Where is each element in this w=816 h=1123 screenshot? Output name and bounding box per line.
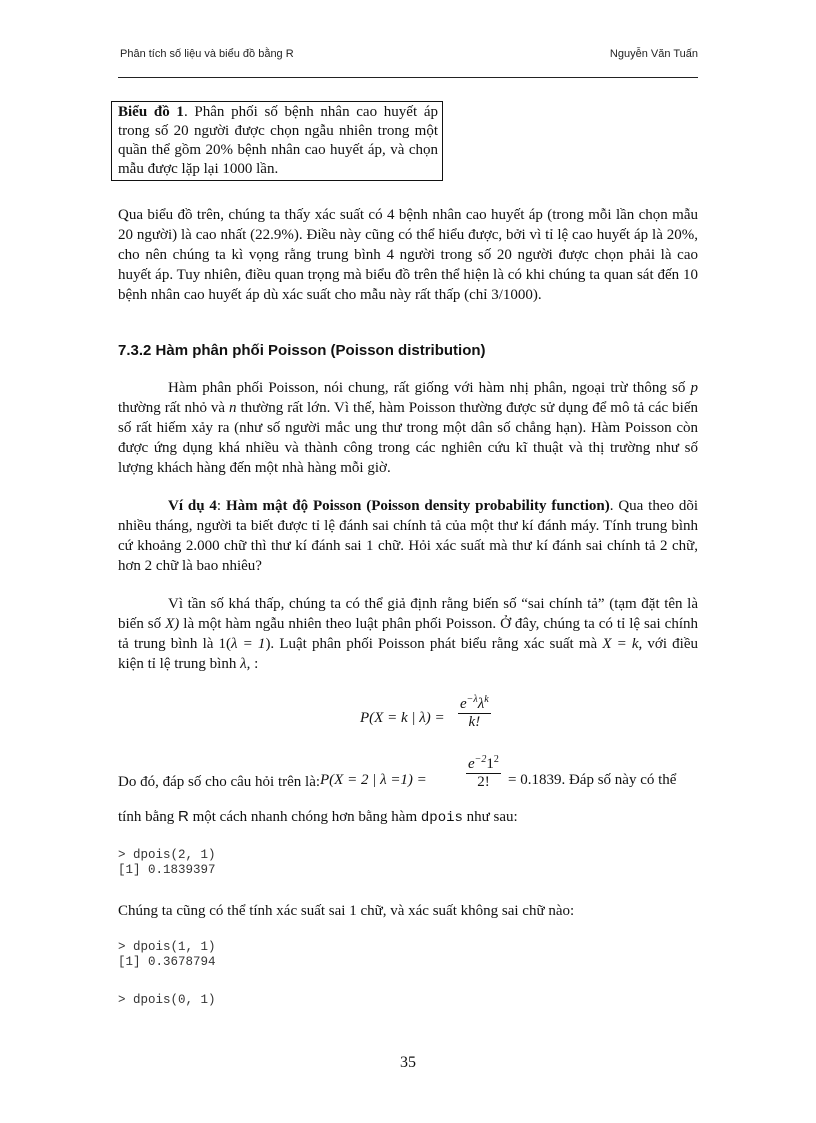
paragraph-5-line2 bbox=[118, 808, 518, 826]
code-block-1: > dpois(2, 1) [1] 0.1839397 bbox=[118, 848, 216, 877]
answer-numerator bbox=[466, 754, 501, 774]
code-block-3: > dpois(0, 1) bbox=[118, 993, 216, 1007]
p2-text-a: Hàm phân phối Poisson, nói chung, rất giống với hàm nhị phân, ngoại trừ thông số bbox=[168, 380, 691, 396]
answer-result-line bbox=[508, 772, 676, 789]
page-number: 35 bbox=[400, 1054, 416, 1071]
caption-text: . Phân phối số bệnh nhân cao huyết áp trong số 20 người được chọn ngẫu nhiên trong một quần thể gồm 20% bệnh nhân cao huyết áp, và chọn mẫu được lặp lại 1000 lần. bbox=[118, 104, 438, 177]
answer-fraction bbox=[466, 754, 501, 791]
p2-text-c: thường rất lớn. Vì thế, hàm Poisson thường được sử dụng để mô tả các biến số rất hiếm xảy ra (như số người mắc ung thư trong một dân số chẳng hạn). Hàm Poisson còn được ứng dụng khá nhiều và thành công trong các nghiên cứu kĩ thuật và thị trường như số lượng khách hàng đến một nhà hàng mỗi giờ. bbox=[118, 400, 698, 476]
running-header-title: Phân tích số liệu và biểu đồ bằng R bbox=[120, 48, 294, 60]
p5-text-a: Do đó, đáp số cho câu hỏi trên là: bbox=[118, 774, 321, 790]
formula-fraction bbox=[458, 694, 491, 731]
header-rule bbox=[118, 77, 698, 78]
example-label: Ví dụ 4 bbox=[168, 498, 217, 514]
p4-lambda: λ, bbox=[240, 656, 251, 672]
code-block-2: > dpois(1, 1) [1] 0.3678794 bbox=[118, 940, 216, 969]
example-title: Hàm mật độ Poisson (Poisson density probability function) bbox=[225, 498, 610, 514]
num-lambda: λ bbox=[477, 696, 485, 712]
p4-text-e: : bbox=[250, 656, 259, 672]
p5-text-e: như sau: bbox=[462, 809, 518, 825]
paragraph-2 bbox=[118, 378, 698, 478]
ans-two: 2 bbox=[493, 754, 499, 765]
formula-lhs: P(X = k | λ) = bbox=[360, 710, 445, 726]
dpois-fn-name: dpois bbox=[420, 810, 463, 826]
formula-denominator: k! bbox=[468, 714, 481, 730]
p2-var-n: n bbox=[229, 400, 237, 416]
ans-e: e bbox=[468, 756, 475, 772]
p4-text-b: là một hàm ngẫu nhiên theo luật phân phối Poisson. Ở đây, chúng ta có tỉ lệ sai chính tả trung bình là 1( bbox=[118, 616, 698, 652]
running-header-author: Nguyễn Văn Tuấn bbox=[609, 48, 698, 60]
p4-text-a: Vì tần số khá thấp, chúng ta có thể giả định rằng biến số “sai chính tả” (tạm đặt tên là biến số bbox=[118, 596, 698, 632]
figure-caption bbox=[111, 101, 443, 181]
formula-numerator bbox=[458, 694, 491, 714]
num-k: k bbox=[484, 694, 489, 705]
p5-text-d: một cách nhanh chóng hơn bằng hàm bbox=[188, 809, 421, 825]
paragraph-1: Qua biểu đồ trên, chúng ta thấy xác suất có 4 bệnh nhân cao huyết áp (trong mỗi lần chọn mẫu 20 người) là cao nhất (22.9%). Điều này cũng có thể hiểu được, bởi vì tỉ lệ cao huyết áp là 20%, cho nên chúng ta kì vọng rằng trung bình 4 người trong số 20 người được chọn phải là cao huyết áp. Tuy nhiên, điều quan trọng mà biểu đồ trên thể hiện là có khi chúng ta quan sát đến 10 bệnh nhân cao huyết áp dù xác suất cho mẫu này rất thấp (chỉ 3/1000). bbox=[118, 207, 698, 303]
paragraph-3 bbox=[118, 496, 698, 576]
p4-var-x: X) bbox=[165, 616, 180, 632]
paragraph-4 bbox=[118, 594, 698, 674]
p3-colon: : bbox=[216, 498, 226, 514]
p4-lambda-eq: λ = 1 bbox=[231, 636, 266, 652]
caption-label: Biểu đồ 1 bbox=[118, 104, 184, 120]
p5-text-b: . Đáp số này có thể bbox=[561, 772, 677, 788]
p2-text-b: thường rất nhỏ và bbox=[118, 400, 230, 416]
answer-denominator: 2! bbox=[477, 774, 490, 790]
r-name: R bbox=[178, 808, 189, 825]
answer-lhs: P(X = 2 | λ =1) = bbox=[320, 772, 427, 788]
paragraph-6: Chúng ta cũng có thể tính xác suất sai 1 chữ, và xác suất không sai chữ nào: bbox=[118, 903, 575, 919]
ans-exp: −2 bbox=[474, 754, 487, 765]
p2-var-p: p bbox=[690, 380, 698, 396]
ans-one: 1 bbox=[486, 756, 494, 772]
p4-text-d: với điều kiện tỉ lệ trung bình bbox=[118, 636, 698, 672]
p5-text-c: tính bằng bbox=[118, 809, 178, 825]
num-exp: −λ bbox=[466, 694, 478, 705]
num-e: e bbox=[460, 696, 467, 712]
p3-text: . Qua theo dõi nhiều tháng, người ta biết được tỉ lệ đánh sai chính tả của một thư kí đánh máy. Tính trung bình cứ khoảng 2.000 chữ thì thư kí đánh sai 1 chữ. Hỏi xác suất mà thư kí đánh sai chính tả 2 chữ, hơn 2 chữ là bao nhiêu? bbox=[118, 498, 699, 574]
answer-result: = 0.1839 bbox=[508, 772, 562, 788]
p4-x-eq-k: X = k, bbox=[602, 636, 643, 652]
p4-text-c: ). Luật phân phối Poisson phát biểu rằng xác suất mà bbox=[265, 636, 603, 652]
section-heading: 7.3.2 Hàm phân phối Poisson (Poisson distribution) bbox=[118, 342, 486, 359]
